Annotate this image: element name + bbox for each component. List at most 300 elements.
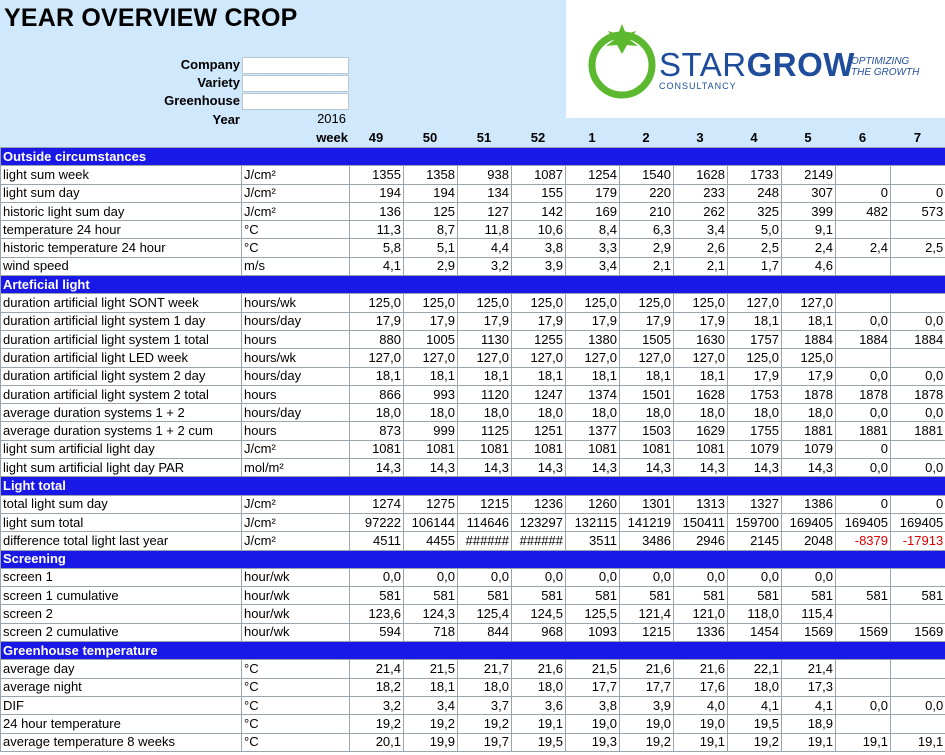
value-cell[interactable]: 1079 (728, 440, 782, 458)
value-cell[interactable] (891, 715, 945, 733)
row-label[interactable]: duration artificial light system 1 day (1, 312, 242, 330)
value-cell[interactable]: 17,3 (782, 678, 836, 696)
value-cell[interactable]: 2149 (782, 166, 836, 184)
value-cell[interactable]: 1386 (782, 495, 836, 513)
value-cell[interactable]: 14,3 (674, 459, 728, 477)
value-cell[interactable]: 127,0 (620, 349, 674, 367)
value-cell[interactable]: 1505 (620, 330, 674, 348)
value-cell[interactable]: 18,0 (728, 404, 782, 422)
row-label[interactable]: light sum week (1, 166, 242, 184)
value-cell[interactable]: 1081 (674, 440, 728, 458)
value-cell[interactable]: 14,3 (728, 459, 782, 477)
value-cell[interactable] (836, 294, 891, 312)
value-cell[interactable]: 1130 (458, 330, 512, 348)
value-cell[interactable]: 1275 (404, 495, 458, 513)
value-cell[interactable]: 136 (350, 202, 404, 220)
value-cell[interactable]: 11,3 (350, 221, 404, 239)
row-label[interactable]: duration artificial light system 2 total (1, 385, 242, 403)
value-cell[interactable]: 125,0 (782, 349, 836, 367)
value-cell[interactable]: 3,3 (566, 239, 620, 257)
value-cell[interactable] (891, 678, 945, 696)
value-cell[interactable]: 0,0 (728, 568, 782, 586)
value-cell[interactable]: 21,5 (566, 660, 620, 678)
value-cell[interactable]: 262 (674, 202, 728, 220)
row-unit[interactable]: °C (242, 660, 350, 678)
value-cell[interactable]: 2,1 (620, 257, 674, 275)
value-cell[interactable] (836, 568, 891, 586)
row-label[interactable]: wind speed (1, 257, 242, 275)
value-cell[interactable]: 1254 (566, 166, 620, 184)
value-cell[interactable]: 14,3 (782, 459, 836, 477)
value-cell[interactable]: 97222 (350, 513, 404, 531)
row-unit[interactable]: J/cm² (242, 184, 350, 202)
value-cell[interactable]: 1081 (458, 440, 512, 458)
value-cell[interactable]: 19,1 (674, 733, 728, 751)
value-cell[interactable]: 18,0 (458, 678, 512, 696)
value-cell[interactable]: 1884 (891, 330, 945, 348)
value-cell[interactable]: 1374 (566, 385, 620, 403)
value-cell[interactable]: 14,3 (350, 459, 404, 477)
value-cell[interactable]: 993 (404, 385, 458, 403)
value-cell[interactable]: 1081 (404, 440, 458, 458)
value-cell[interactable]: 141219 (620, 513, 674, 531)
value-cell[interactable]: 17,7 (566, 678, 620, 696)
value-cell[interactable]: 581 (566, 587, 620, 605)
value-cell[interactable]: 18,1 (404, 367, 458, 385)
value-cell[interactable]: 159700 (728, 513, 782, 531)
value-cell[interactable]: 19,2 (458, 715, 512, 733)
value-cell[interactable]: 581 (512, 587, 566, 605)
value-cell[interactable]: 18,1 (404, 678, 458, 696)
value-cell[interactable]: 18,0 (566, 404, 620, 422)
value-cell[interactable]: 18,0 (782, 404, 836, 422)
value-cell[interactable]: 19,1 (782, 733, 836, 751)
value-cell[interactable]: 581 (674, 587, 728, 605)
value-cell[interactable]: 1355 (350, 166, 404, 184)
value-cell[interactable]: 3,8 (566, 696, 620, 714)
value-cell[interactable] (836, 605, 891, 623)
value-cell[interactable]: 2,4 (836, 239, 891, 257)
row-label[interactable]: average night (1, 678, 242, 696)
value-cell[interactable]: 21,5 (404, 660, 458, 678)
value-cell[interactable]: 18,0 (404, 404, 458, 422)
value-cell[interactable]: 581 (836, 587, 891, 605)
value-cell[interactable]: 6,3 (620, 221, 674, 239)
row-label[interactable]: average temperature 8 weeks (1, 733, 242, 751)
value-cell[interactable]: 3,9 (512, 257, 566, 275)
row-label[interactable]: temperature 24 hour (1, 221, 242, 239)
value-cell[interactable]: 1081 (566, 440, 620, 458)
value-cell[interactable]: 19,1 (512, 715, 566, 733)
value-cell[interactable]: 125,5 (566, 605, 620, 623)
value-cell[interactable]: 3,4 (674, 221, 728, 239)
value-cell[interactable]: 581 (458, 587, 512, 605)
value-cell[interactable]: 1,7 (728, 257, 782, 275)
value-cell[interactable]: 106144 (404, 513, 458, 531)
value-cell[interactable]: 179 (566, 184, 620, 202)
row-label[interactable]: 24 hour temperature (1, 715, 242, 733)
value-cell[interactable] (891, 568, 945, 586)
value-cell[interactable]: 21,4 (782, 660, 836, 678)
value-cell[interactable]: 4511 (350, 532, 404, 550)
value-cell[interactable]: 1569 (836, 623, 891, 641)
value-cell[interactable]: 17,9 (728, 367, 782, 385)
row-unit[interactable]: hours/wk (242, 349, 350, 367)
value-cell[interactable]: 19,3 (566, 733, 620, 751)
value-cell[interactable] (891, 605, 945, 623)
value-cell[interactable]: 19,0 (674, 715, 728, 733)
value-cell[interactable]: 2946 (674, 532, 728, 550)
value-cell[interactable]: 118,0 (728, 605, 782, 623)
value-cell[interactable]: 1569 (891, 623, 945, 641)
value-cell[interactable]: 14,3 (458, 459, 512, 477)
value-cell[interactable]: 482 (836, 202, 891, 220)
greenhouse-field[interactable] (242, 93, 349, 110)
value-cell[interactable]: 127,0 (674, 349, 728, 367)
value-cell[interactable]: 125 (404, 202, 458, 220)
row-unit[interactable]: hours/wk (242, 294, 350, 312)
value-cell[interactable]: 150411 (674, 513, 728, 531)
row-unit[interactable]: hours/day (242, 312, 350, 330)
value-cell[interactable]: 1236 (512, 495, 566, 513)
row-label[interactable]: light sum total (1, 513, 242, 531)
row-unit[interactable]: °C (242, 715, 350, 733)
value-cell[interactable]: 4455 (404, 532, 458, 550)
value-cell[interactable]: 17,9 (674, 312, 728, 330)
value-cell[interactable]: 19,2 (404, 715, 458, 733)
row-label[interactable]: total light sum day (1, 495, 242, 513)
value-cell[interactable]: 21,7 (458, 660, 512, 678)
value-cell[interactable]: 399 (782, 202, 836, 220)
value-cell[interactable]: 0 (891, 495, 945, 513)
row-label[interactable]: screen 1 (1, 568, 242, 586)
value-cell[interactable]: 1878 (836, 385, 891, 403)
value-cell[interactable]: 1251 (512, 422, 566, 440)
value-cell[interactable]: 18,0 (458, 404, 512, 422)
value-cell[interactable]: 18,0 (512, 404, 566, 422)
value-cell[interactable]: 124,5 (512, 605, 566, 623)
value-cell[interactable]: 1079 (782, 440, 836, 458)
value-cell[interactable]: 20,1 (350, 733, 404, 751)
value-cell[interactable]: 19,2 (620, 733, 674, 751)
value-cell[interactable]: 594 (350, 623, 404, 641)
value-cell[interactable]: 248 (728, 184, 782, 202)
value-cell[interactable] (891, 349, 945, 367)
value-cell[interactable]: 1215 (458, 495, 512, 513)
row-unit[interactable]: J/cm² (242, 202, 350, 220)
value-cell[interactable]: 0,0 (836, 312, 891, 330)
value-cell[interactable]: 21,6 (674, 660, 728, 678)
value-cell[interactable]: 123297 (512, 513, 566, 531)
value-cell[interactable]: 1881 (891, 422, 945, 440)
value-cell[interactable]: 127,0 (728, 294, 782, 312)
value-cell[interactable]: 19,0 (566, 715, 620, 733)
row-label[interactable]: historic temperature 24 hour (1, 239, 242, 257)
value-cell[interactable]: 19,2 (728, 733, 782, 751)
row-unit[interactable]: hours (242, 385, 350, 403)
value-cell[interactable]: 18,0 (620, 404, 674, 422)
value-cell[interactable]: 1884 (782, 330, 836, 348)
value-cell[interactable]: 0,0 (891, 312, 945, 330)
value-cell[interactable]: 1125 (458, 422, 512, 440)
value-cell[interactable]: 17,9 (566, 312, 620, 330)
value-cell[interactable]: 0,0 (836, 459, 891, 477)
value-cell[interactable]: 4,6 (782, 257, 836, 275)
value-cell[interactable]: 125,0 (458, 294, 512, 312)
year-field[interactable]: 2016 (317, 111, 346, 126)
value-cell[interactable]: 21,4 (350, 660, 404, 678)
row-label[interactable]: historic light sum day (1, 202, 242, 220)
value-cell[interactable]: 0,0 (566, 568, 620, 586)
row-unit[interactable]: J/cm² (242, 440, 350, 458)
value-cell[interactable] (891, 660, 945, 678)
row-label[interactable]: duration artificial light LED week (1, 349, 242, 367)
value-cell[interactable]: 5,1 (404, 239, 458, 257)
value-cell[interactable]: 1255 (512, 330, 566, 348)
value-cell[interactable]: ###### (512, 532, 566, 550)
value-cell[interactable]: 1081 (350, 440, 404, 458)
value-cell[interactable]: 4,1 (350, 257, 404, 275)
value-cell[interactable]: 0,0 (782, 568, 836, 586)
value-cell[interactable]: 169 (566, 202, 620, 220)
value-cell[interactable]: 581 (728, 587, 782, 605)
value-cell[interactable]: 18,0 (350, 404, 404, 422)
row-unit[interactable]: hours (242, 330, 350, 348)
value-cell[interactable] (836, 166, 891, 184)
value-cell[interactable]: 125,0 (674, 294, 728, 312)
value-cell[interactable]: 127,0 (782, 294, 836, 312)
value-cell[interactable]: 14,3 (404, 459, 458, 477)
value-cell[interactable]: 194 (404, 184, 458, 202)
value-cell[interactable]: 1629 (674, 422, 728, 440)
value-cell[interactable]: 1260 (566, 495, 620, 513)
value-cell[interactable]: 1628 (674, 385, 728, 403)
value-cell[interactable]: 17,9 (620, 312, 674, 330)
value-cell[interactable]: 0 (836, 440, 891, 458)
value-cell[interactable]: 18,1 (512, 367, 566, 385)
value-cell[interactable]: 127,0 (566, 349, 620, 367)
value-cell[interactable]: 10,6 (512, 221, 566, 239)
row-label[interactable]: light sum artificial light day PAR (1, 459, 242, 477)
value-cell[interactable]: 17,9 (782, 367, 836, 385)
value-cell[interactable]: 0,0 (350, 568, 404, 586)
value-cell[interactable]: 718 (404, 623, 458, 641)
value-cell[interactable]: 0,0 (891, 696, 945, 714)
value-cell[interactable]: 873 (350, 422, 404, 440)
value-cell[interactable]: 1881 (782, 422, 836, 440)
value-cell[interactable]: 581 (404, 587, 458, 605)
value-cell[interactable]: 1540 (620, 166, 674, 184)
value-cell[interactable] (891, 294, 945, 312)
value-cell[interactable]: 18,1 (350, 367, 404, 385)
value-cell[interactable]: 18,0 (512, 678, 566, 696)
company-field[interactable] (242, 57, 349, 74)
value-cell[interactable]: 233 (674, 184, 728, 202)
row-unit[interactable]: hour/wk (242, 623, 350, 641)
value-cell[interactable]: 19,2 (350, 715, 404, 733)
value-cell[interactable]: 4,1 (728, 696, 782, 714)
value-cell[interactable]: 2048 (782, 532, 836, 550)
value-cell[interactable]: 21,6 (512, 660, 566, 678)
row-label[interactable]: light sum artificial light day (1, 440, 242, 458)
value-cell[interactable]: 4,4 (458, 239, 512, 257)
value-cell[interactable]: 581 (620, 587, 674, 605)
row-unit[interactable]: J/cm² (242, 513, 350, 531)
value-cell[interactable]: 17,9 (458, 312, 512, 330)
value-cell[interactable] (836, 349, 891, 367)
value-cell[interactable]: 1628 (674, 166, 728, 184)
value-cell[interactable]: 3,6 (512, 696, 566, 714)
value-cell[interactable]: 581 (782, 587, 836, 605)
value-cell[interactable]: 134 (458, 184, 512, 202)
value-cell[interactable]: 18,9 (782, 715, 836, 733)
value-cell[interactable]: ###### (458, 532, 512, 550)
value-cell[interactable] (836, 715, 891, 733)
value-cell[interactable]: 18,1 (782, 312, 836, 330)
value-cell[interactable]: 18,1 (458, 367, 512, 385)
value-cell[interactable]: 1327 (728, 495, 782, 513)
row-unit[interactable]: J/cm² (242, 495, 350, 513)
value-cell[interactable]: 3,2 (350, 696, 404, 714)
row-label[interactable]: average duration systems 1 + 2 cum (1, 422, 242, 440)
value-cell[interactable]: 125,0 (512, 294, 566, 312)
value-cell[interactable]: 0,0 (512, 568, 566, 586)
row-unit[interactable]: °C (242, 696, 350, 714)
value-cell[interactable]: 1757 (728, 330, 782, 348)
value-cell[interactable]: 18,0 (728, 678, 782, 696)
value-cell[interactable]: 123,6 (350, 605, 404, 623)
value-cell[interactable]: -8379 (836, 532, 891, 550)
value-cell[interactable]: 0,0 (891, 367, 945, 385)
row-unit[interactable]: hours/day (242, 367, 350, 385)
value-cell[interactable]: 142 (512, 202, 566, 220)
value-cell[interactable]: 1274 (350, 495, 404, 513)
row-unit[interactable]: hour/wk (242, 605, 350, 623)
value-cell[interactable]: 0 (836, 495, 891, 513)
value-cell[interactable]: 1733 (728, 166, 782, 184)
value-cell[interactable]: 2,9 (620, 239, 674, 257)
value-cell[interactable]: 0,0 (891, 404, 945, 422)
row-unit[interactable]: °C (242, 221, 350, 239)
value-cell[interactable]: 1755 (728, 422, 782, 440)
value-cell[interactable]: 19,5 (728, 715, 782, 733)
value-cell[interactable]: 1093 (566, 623, 620, 641)
value-cell[interactable]: 573 (891, 202, 945, 220)
value-cell[interactable] (836, 257, 891, 275)
variety-field[interactable] (242, 75, 349, 92)
value-cell[interactable]: 125,0 (350, 294, 404, 312)
value-cell[interactable]: 19,1 (836, 733, 891, 751)
value-cell[interactable]: 2,5 (891, 239, 945, 257)
row-label[interactable]: DIF (1, 696, 242, 714)
value-cell[interactable]: 220 (620, 184, 674, 202)
value-cell[interactable]: 581 (891, 587, 945, 605)
row-unit[interactable]: m/s (242, 257, 350, 275)
value-cell[interactable]: 210 (620, 202, 674, 220)
value-cell[interactable]: 3486 (620, 532, 674, 550)
value-cell[interactable]: 18,1 (728, 312, 782, 330)
value-cell[interactable]: 1005 (404, 330, 458, 348)
value-cell[interactable]: 121,0 (674, 605, 728, 623)
value-cell[interactable]: 3,4 (404, 696, 458, 714)
value-cell[interactable]: 4,0 (674, 696, 728, 714)
value-cell[interactable]: 169405 (836, 513, 891, 531)
row-label[interactable]: average duration systems 1 + 2 (1, 404, 242, 422)
value-cell[interactable]: 127,0 (350, 349, 404, 367)
row-unit[interactable]: hour/wk (242, 568, 350, 586)
value-cell[interactable]: 19,9 (404, 733, 458, 751)
value-cell[interactable] (891, 166, 945, 184)
value-cell[interactable]: 938 (458, 166, 512, 184)
value-cell[interactable]: 17,9 (350, 312, 404, 330)
value-cell[interactable]: 169405 (891, 513, 945, 531)
row-unit[interactable]: mol/m² (242, 459, 350, 477)
value-cell[interactable]: 18,1 (674, 367, 728, 385)
value-cell[interactable]: 5,0 (728, 221, 782, 239)
value-cell[interactable]: 21,6 (620, 660, 674, 678)
value-cell[interactable]: 169405 (782, 513, 836, 531)
value-cell[interactable]: 127,0 (404, 349, 458, 367)
value-cell[interactable]: 1215 (620, 623, 674, 641)
value-cell[interactable]: 1313 (674, 495, 728, 513)
value-cell[interactable]: 0,0 (836, 696, 891, 714)
value-cell[interactable] (891, 440, 945, 458)
row-label[interactable]: difference total light last year (1, 532, 242, 550)
value-cell[interactable]: 127 (458, 202, 512, 220)
value-cell[interactable]: 325 (728, 202, 782, 220)
value-cell[interactable]: 0,0 (891, 459, 945, 477)
value-cell[interactable]: 2,4 (782, 239, 836, 257)
value-cell[interactable]: 18,2 (350, 678, 404, 696)
value-cell[interactable]: 3,8 (512, 239, 566, 257)
value-cell[interactable]: 3,7 (458, 696, 512, 714)
row-unit[interactable]: hours (242, 422, 350, 440)
value-cell[interactable]: 22,1 (728, 660, 782, 678)
value-cell[interactable]: 1884 (836, 330, 891, 348)
row-unit[interactable]: hours/day (242, 404, 350, 422)
value-cell[interactable]: 1120 (458, 385, 512, 403)
value-cell[interactable]: 125,0 (728, 349, 782, 367)
value-cell[interactable]: 1878 (782, 385, 836, 403)
value-cell[interactable]: 19,5 (512, 733, 566, 751)
value-cell[interactable]: 2,5 (728, 239, 782, 257)
value-cell[interactable]: 1247 (512, 385, 566, 403)
value-cell[interactable]: 125,0 (404, 294, 458, 312)
row-unit[interactable]: J/cm² (242, 166, 350, 184)
value-cell[interactable]: 1503 (620, 422, 674, 440)
value-cell[interactable]: 18,1 (620, 367, 674, 385)
row-label[interactable]: average day (1, 660, 242, 678)
value-cell[interactable]: 114646 (458, 513, 512, 531)
value-cell[interactable]: 17,6 (674, 678, 728, 696)
value-cell[interactable]: 0,0 (836, 367, 891, 385)
value-cell[interactable]: 0,0 (674, 568, 728, 586)
value-cell[interactable]: 8,7 (404, 221, 458, 239)
value-cell[interactable]: 1301 (620, 495, 674, 513)
value-cell[interactable]: 11,8 (458, 221, 512, 239)
value-cell[interactable]: 132115 (566, 513, 620, 531)
value-cell[interactable]: 17,9 (512, 312, 566, 330)
row-unit[interactable]: °C (242, 733, 350, 751)
value-cell[interactable]: 19,1 (891, 733, 945, 751)
value-cell[interactable]: 17,7 (620, 678, 674, 696)
value-cell[interactable]: 968 (512, 623, 566, 641)
row-unit[interactable]: °C (242, 678, 350, 696)
value-cell[interactable]: 127,0 (458, 349, 512, 367)
value-cell[interactable]: 0,0 (620, 568, 674, 586)
value-cell[interactable]: 19,0 (620, 715, 674, 733)
value-cell[interactable]: 3,2 (458, 257, 512, 275)
